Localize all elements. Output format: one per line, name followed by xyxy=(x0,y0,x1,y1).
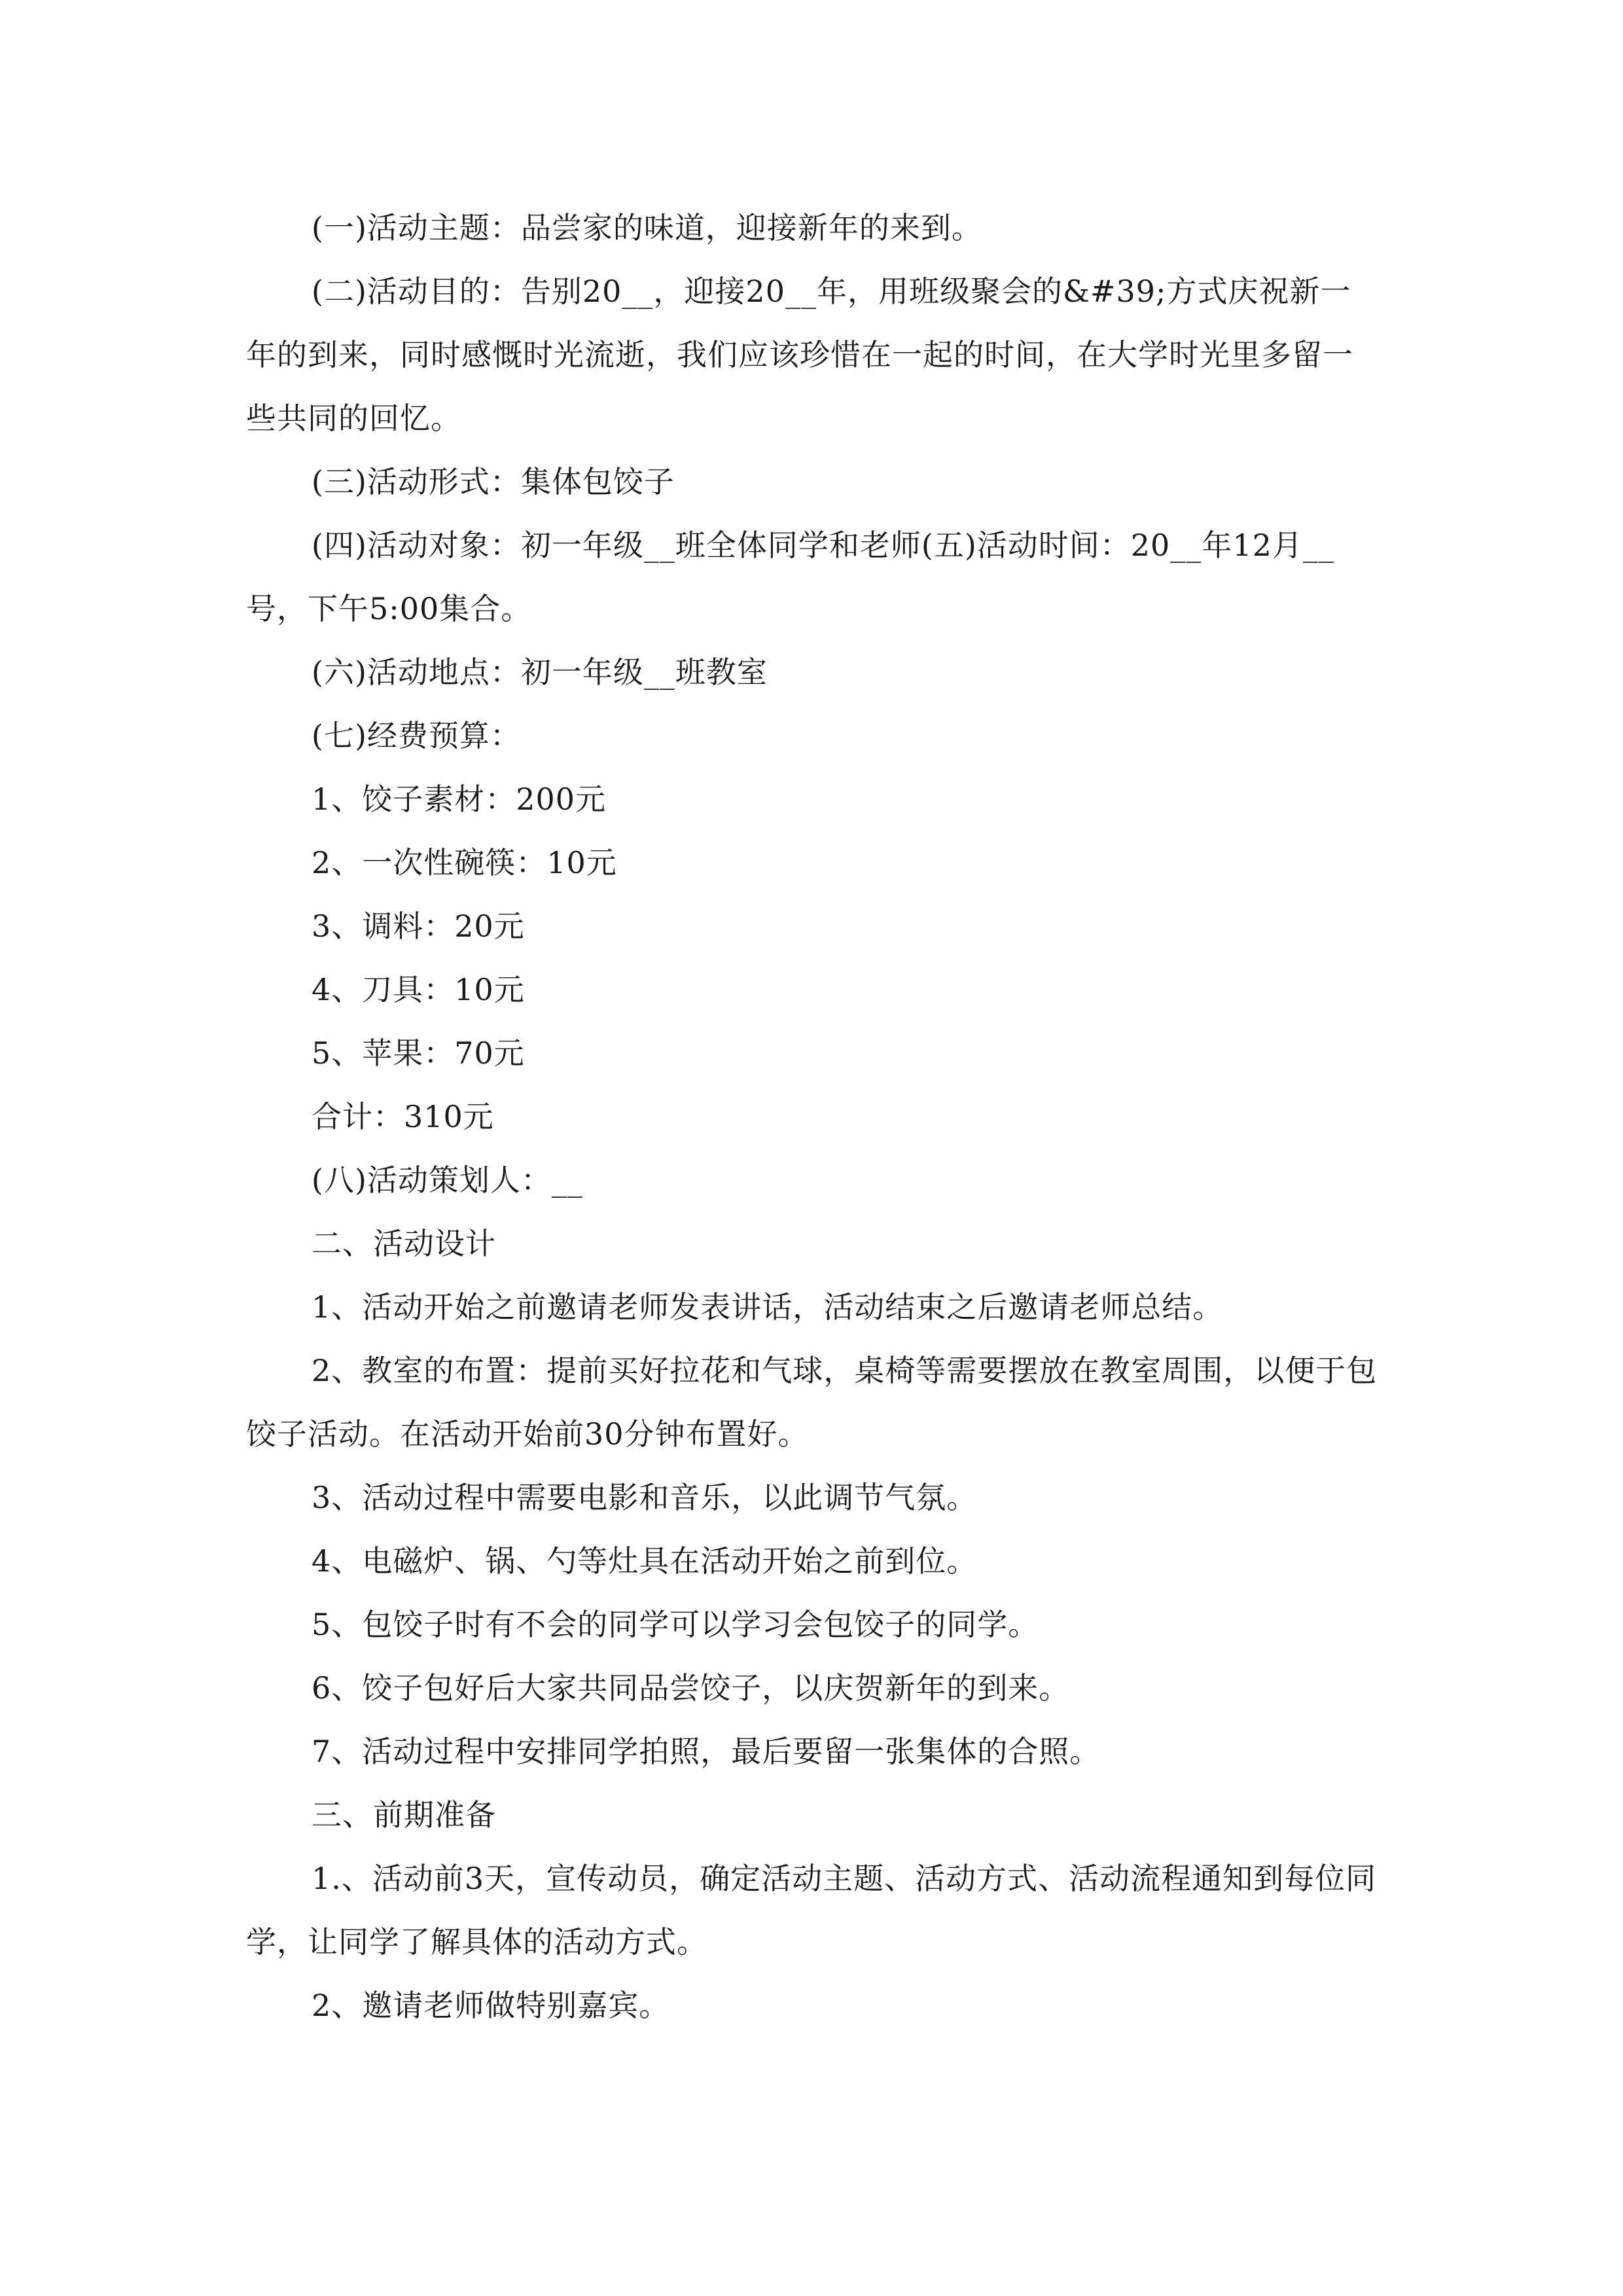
budget-item-disposable-tableware: 2、一次性碗筷：10元 xyxy=(312,845,617,880)
budget-item-apples: 5、苹果：70元 xyxy=(312,1035,525,1071)
budget-total: 合计：310元 xyxy=(312,1099,494,1134)
paragraph-activity-purpose: (二)活动目的：告别20__，迎接20__年，用班级聚会的&#39;方式庆祝新一年的到来，同时感慨时光流逝，我们应该珍惜在一起的时间，在大学时光里多留一些共同的回忆。 xyxy=(246,274,1353,436)
design-item-7: 7、活动过程中安排同学拍照，最后要留一张集体的合照。 xyxy=(312,1734,1101,1769)
design-item-1: 1、活动开始之前邀请老师发表讲话，活动结束之后邀请老师总结。 xyxy=(312,1289,1224,1325)
design-item-3: 3、活动过程中需要电影和音乐，以此调节气氛。 xyxy=(312,1480,978,1515)
design-item-4: 4、电磁炉、锅、勺等灶具在活动开始之前到位。 xyxy=(312,1543,978,1579)
paragraph-budget-heading: (七)经费预算： xyxy=(312,718,521,753)
paragraph-activity-target-time: (四)活动对象：初一年级__班全体同学和老师(五)活动时间：20__年12月__号，下午5:00集合。 xyxy=(246,528,1334,626)
design-item-2: 2、教室的布置：提前买好拉花和气球，桌椅等需要摆放在教室周围，以便于包饺子活动。在活动开始前30分钟布置好。 xyxy=(246,1353,1378,1452)
design-item-5: 5、包饺子时有不会的同学可以学习会包饺子的同学。 xyxy=(312,1607,1039,1642)
paragraph-activity-form: (三)活动形式：集体包饺子 xyxy=(312,464,675,499)
section-heading-preparation: 三、前期准备 xyxy=(312,1797,496,1833)
paragraph-activity-theme: (一)活动主题：品尝家的味道，迎接新年的来到。 xyxy=(312,210,982,245)
budget-item-knives: 4、刀具：10元 xyxy=(312,972,525,1007)
paragraph-activity-location: (六)活动地点：初一年级__班教室 xyxy=(312,655,768,690)
preparation-item-2: 2、邀请老师做特别嘉宾。 xyxy=(312,1988,670,2023)
budget-item-seasoning: 3、调料：20元 xyxy=(312,908,525,944)
paragraph-planner: (八)活动策划人：__ xyxy=(312,1162,583,1198)
section-heading-activity-design: 二、活动设计 xyxy=(312,1226,496,1261)
design-item-6: 6、饺子包好后大家共同品尝饺子，以庆贺新年的到来。 xyxy=(312,1670,1070,1706)
budget-item-dumpling-materials: 1、饺子素材：200元 xyxy=(312,781,607,817)
preparation-item-1: 1.、活动前3天，宣传动员，确定活动主题、活动方式、活动流程通知到每位同学，让同学了解具体的活动方式。 xyxy=(246,1861,1377,1960)
document-body xyxy=(246,196,1378,2037)
